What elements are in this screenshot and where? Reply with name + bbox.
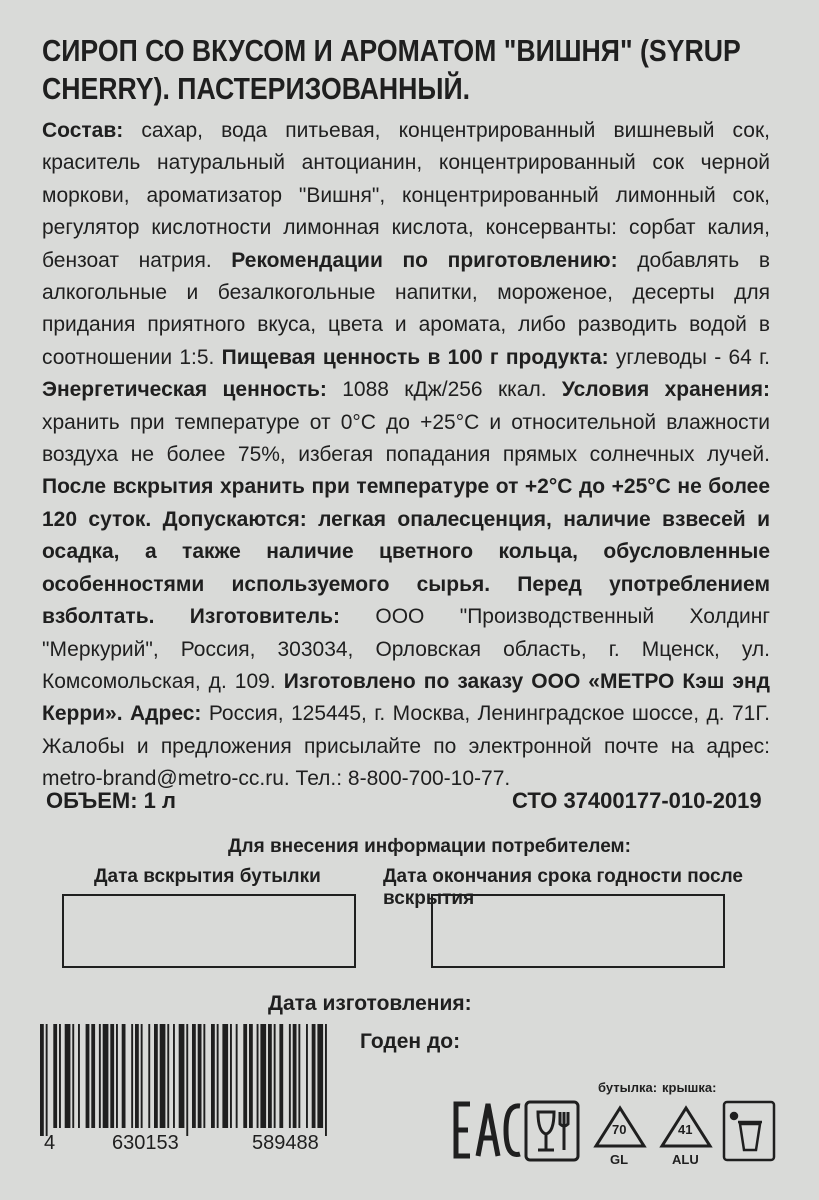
cap-label: крышка: bbox=[662, 1080, 717, 1095]
food-contact-icon bbox=[526, 1102, 578, 1160]
manufacture-date-label: Дата изготовления: bbox=[268, 992, 472, 1015]
energy-text: 1088 кДж/256 ккал. bbox=[326, 378, 562, 402]
open-date-label: Дата вскрытия бутылки bbox=[94, 866, 321, 887]
certification-icons bbox=[440, 1078, 780, 1174]
cap-code: 41 bbox=[678, 1122, 693, 1137]
energy-label: Энергетическая ценность: bbox=[42, 378, 327, 402]
title-line-2: CHERRY). ПАСТЕРИЗОВАННЫЙ. bbox=[42, 71, 471, 106]
maker-label: Изготовитель: bbox=[154, 605, 340, 629]
volume: ОБЪЕМ: 1 л bbox=[46, 788, 176, 813]
order-text: Россия, 125445, г. Москва, Ленинградское шоссе, д. 71Г. Жалобы и предложения присылайте по электронной почте на адрес: metro-brand@metro-cc.ru. Тел.: 8-800-700-10-77. bbox=[42, 702, 770, 791]
expiry-date-box bbox=[431, 894, 725, 968]
bottle-label: бутылка: bbox=[598, 1080, 658, 1095]
barcode-digits-left: 630153 bbox=[112, 1132, 179, 1154]
product-title bbox=[42, 32, 741, 108]
recommendation-text: добавлять в алкогольные и безалкогольные напитки, мороженое, десерты для придания приятного вкуса, цвета и аромата, либо разводить водой в соотношении 1:5. bbox=[42, 248, 770, 369]
composition-paragraph bbox=[42, 115, 770, 796]
barcode-digits-right: 589488 bbox=[252, 1132, 319, 1154]
nutrition-label: Пищевая ценность в 100 г продукта: bbox=[221, 345, 609, 369]
title-line-1: СИРОП СО ВКУСОМ И АРОМАТОМ "ВИШНЯ" (SYRUP bbox=[42, 33, 741, 68]
recommendation-label: Рекомендации по приготовлению: bbox=[231, 248, 618, 272]
open-date-box bbox=[62, 894, 356, 968]
best-before-label: Годен до: bbox=[360, 1030, 461, 1053]
barcode-digit-prefix: 4 bbox=[44, 1132, 56, 1154]
storage-text: хранить при температуре от 0°С до +25°С и относительной влажности воздуха не более 75%, избегая попадания прямых солнечных лучей. bbox=[42, 410, 770, 467]
cap-material: ALU bbox=[672, 1152, 699, 1167]
barcode bbox=[36, 1024, 392, 1136]
after-open-text: После вскрытия хранить при температуре от +2°С до +25°С не более 120 суток. Допускаются: легкая опалесценция, наличие взвесей и осадка, а также наличие цветного кольца, обусловленные особенностями используемого сырья. Перед употреблением взболтать. bbox=[42, 475, 770, 629]
eac-icon bbox=[456, 1104, 520, 1156]
bottle-material: GL bbox=[610, 1152, 629, 1167]
dispose-trash-icon bbox=[724, 1102, 774, 1160]
composition-text: сахар, вода питьевая, концентрированный вишневый сок, краситель натуральный антоцианин, концентрированный сок черной моркови, ароматизатор "Вишня", концентрированный лимонный сок, регулятор кислотности лимонная кислота, консерванты: сорбат калия, бензоат натрия. bbox=[42, 119, 770, 272]
maker-text: ООО "Производственный Холдинг "Меркурий", Россия, 303034, Орловская область, г. Мценск, ул. Комсомольская, д. 109. bbox=[42, 605, 770, 693]
bottle-code: 70 bbox=[612, 1122, 627, 1137]
composition-label: Состав: bbox=[42, 119, 124, 142]
standard-code: СТО 37400177-010-2019 bbox=[512, 788, 762, 813]
consumer-info-heading: Для внесения информации потребителем: bbox=[228, 836, 631, 857]
expiry-date-label: Дата окончания срока годности после вскрытия bbox=[383, 866, 743, 909]
storage-label: Условия хранения: bbox=[561, 378, 770, 402]
order-label: Изготовлено по заказу ООО «МЕТРО Кэш энд Керри». Адрес: bbox=[42, 669, 770, 726]
nutrition-text: углеводы - 64 г. bbox=[608, 345, 771, 369]
